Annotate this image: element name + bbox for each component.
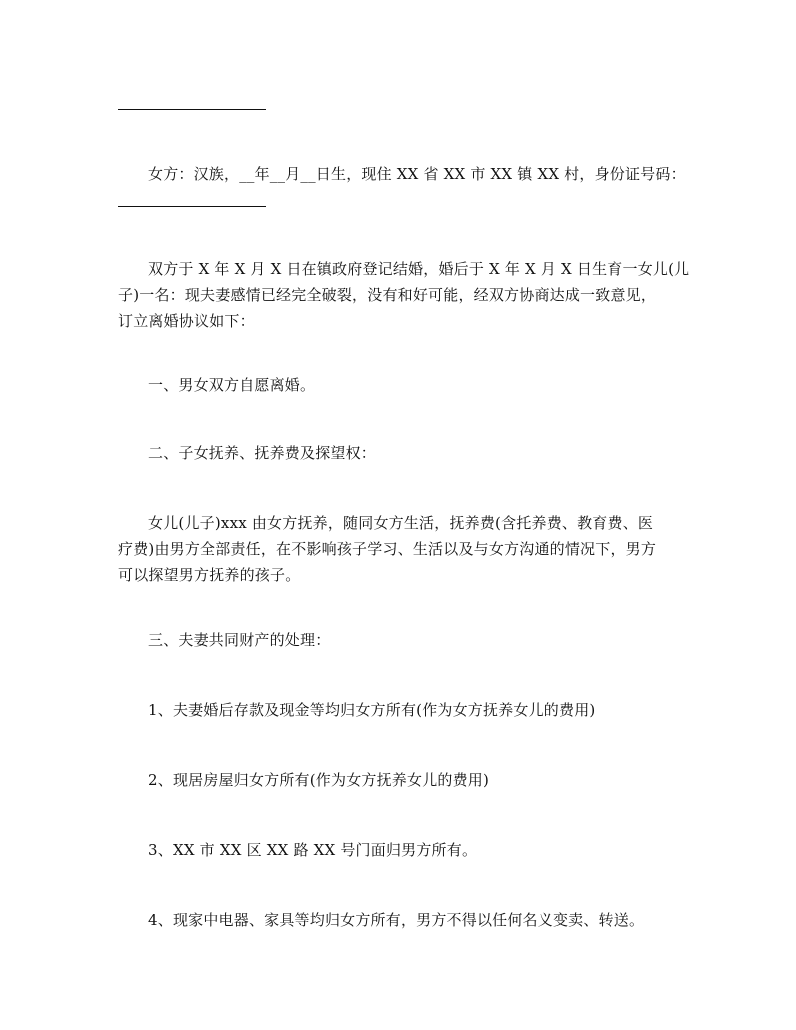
section-1-heading: 一、男女双方自愿离婚。 (148, 376, 316, 394)
custody-line-2: 疗费)由男方全部责任，在不影响孩子学习、生活以及与女方沟通的情况下，男方 (118, 540, 657, 558)
section-3-heading: 三、夫妻共同财产的处理： (148, 631, 331, 649)
intro-line-2: 子)一名：现夫妻感情已经完全破裂，没有和好可能，经双方协商达成一致意见， (118, 286, 657, 304)
section-2-heading: 二、子女抚养、抚养费及探望权： (148, 444, 377, 462)
property-item-4: 4、现家中电器、家具等均归女方所有，男方不得以任何名义变卖、转送。 (148, 911, 645, 929)
custody-line-3: 可以探望男方抚养的孩子。 (118, 566, 301, 584)
custody-line-1: 女儿(儿子)xxx 由女方抚养，随同女方生活，抚养费(含托养费、教育费、医 (148, 514, 654, 532)
intro-line-3: 订立离婚协议如下： (118, 312, 255, 330)
property-item-2: 2、现居房屋归女方所有(作为女方抚养女儿的费用) (148, 771, 490, 789)
female-party-line: 女方：汉族，__年__月__日生，现住 XX 省 XX 市 XX 镇 XX 村，身份证号码： (148, 165, 686, 183)
property-item-1: 1、夫妻婚后存款及现金等均归女方所有(作为女方抚养女儿的费用) (148, 701, 596, 719)
intro-line-1: 双方于 X 年 X 月 X 日在镇政府登记结婚，婚后于 X 年 X 月 X 日生育一女儿(儿 (148, 260, 690, 278)
property-item-3: 3、XX 市 XX 区 XX 路 XX 号门面归男方所有。 (148, 841, 478, 859)
top-id-number-blank-line (118, 109, 266, 110)
female-id-number-blank-line (118, 206, 266, 207)
